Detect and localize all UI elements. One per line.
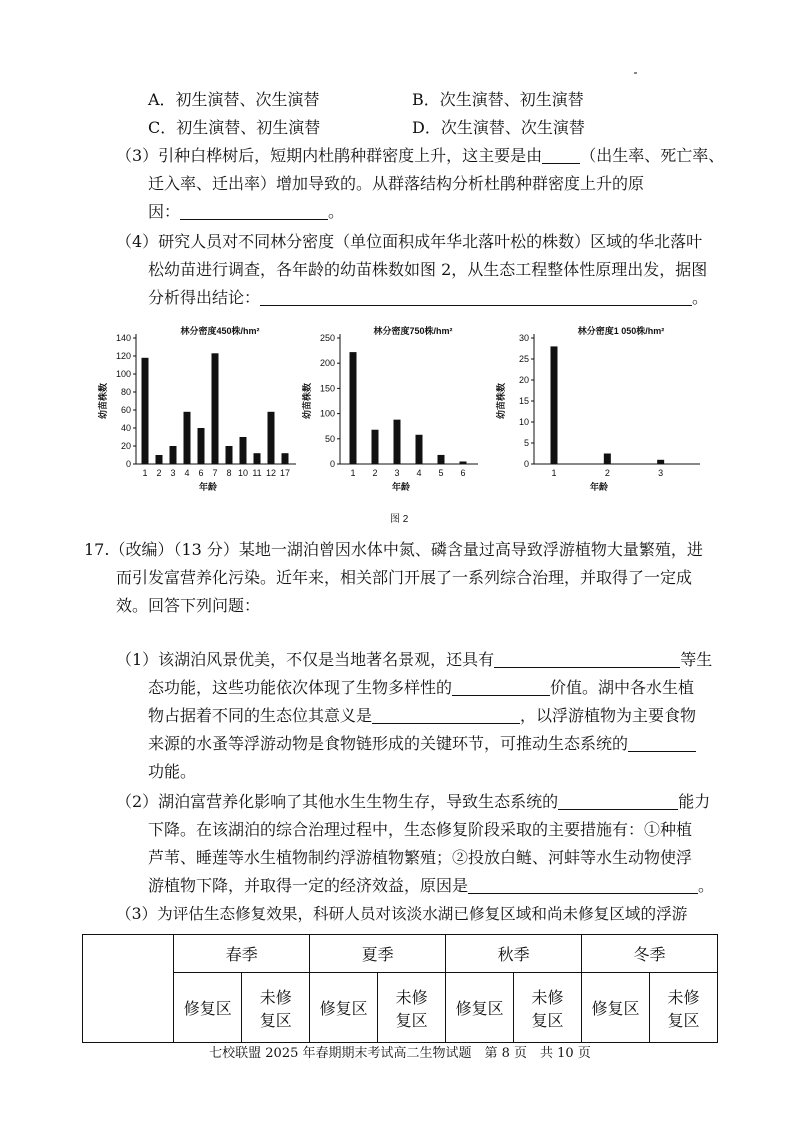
season-header: 秋季 [446,935,582,973]
bar [268,412,275,464]
bar [416,435,423,464]
y-tick-label: 30 [518,333,529,343]
q17-1-line2: 态功能，这些功能依次体现了生物多样性的 价值。湖中各水生植 [148,678,695,697]
y-tick-label: 0 [125,459,131,469]
x-tick-label: 1 [142,468,148,478]
q17-2-line4: 游植物下降，并取得一定的经济效益，原因是 。 [148,876,715,895]
y-tick-label: 10 [518,417,529,427]
bar-chart-density-750 [302,322,484,502]
bar [372,430,379,464]
repaired-zone-header: 修复区 [310,973,378,1043]
repaired-zone-header: 修复区 [582,973,650,1043]
x-tick-label: 11 [252,468,262,478]
option-a: A．初生演替、次生演替 [148,90,320,109]
x-tick-label: 1 [551,468,557,478]
q3-line2: 迁入率、迁出率）增加导致的。从群落结构分析杜鹃种群密度上升的原 [148,174,645,193]
x-tick-label: 2 [156,468,162,478]
answer-blank[interactable] [468,877,698,894]
y-tick-label: 20 [120,441,131,451]
q3-line3: 因： 。 [148,202,345,221]
figure-caption: 图 2 [390,514,409,525]
x-tick-label: 1 [350,468,356,478]
q17-1-line1: （1）该湖泊风景优美，不仅是当地著名景观，还具有 等生 [116,650,713,669]
answer-blank[interactable] [372,707,520,724]
x-axis-label: 年龄 [198,482,218,492]
bar [604,454,611,465]
y-tick-label: 140 [115,333,131,343]
answer-blank[interactable] [260,289,692,306]
x-tick-label: 2 [372,468,378,478]
bar [240,437,247,464]
x-tick-label: 7 [212,468,218,478]
season-header: 春季 [174,935,310,973]
y-tick-label: 40 [120,423,131,433]
y-tick-label: 20 [518,375,529,385]
table-corner-cell [83,935,174,1043]
scan-speck [634,72,637,74]
seasonal-table [82,934,718,1043]
q17-1-line4: 来源的水蚤等浮游动物是食物链形成的关键环节，可推动生态系统的 [148,734,696,754]
x-tick-label: 12 [265,468,277,478]
answer-blank[interactable] [628,735,696,752]
y-tick-label: 120 [115,351,131,361]
bar [184,412,191,464]
y-tick-label: 250 [319,333,335,343]
x-tick-label: 8 [226,468,232,478]
x-tick-label: 3 [394,468,400,478]
q17-1-line5: 功能。 [148,762,197,781]
answer-blank[interactable] [542,147,580,164]
option-c: C．初生演替、初生演替 [148,118,321,137]
y-tick-label: 100 [115,369,131,379]
bar [282,453,289,464]
q17-3-line1: （3）为评估生态修复效果，科研人员对该淡水湖已修复区域和尚未修复区域的浮游 [116,905,688,923]
bar [198,428,205,464]
y-axis-label: 幼苗株数 [302,382,312,420]
season-header: 冬季 [582,935,718,973]
x-tick-label: 10 [237,468,249,478]
y-tick-label: 100 [319,408,335,419]
season-header: 夏季 [310,935,446,973]
answer-blank[interactable] [494,651,680,668]
bar-chart-density-1050 [496,322,706,502]
chart-title: 林分密度750株/hm² [373,326,453,336]
y-tick-label: 60 [120,405,131,415]
unrepaired-zone-header: 未修 复区 [650,973,718,1043]
option-d: D．次生演替、次生演替 [412,118,585,137]
y-tick-label: 0 [523,459,529,469]
q17-2-line1: （2）湖泊富营养化影响了其他水生生物生存，导致生态系统的 能力 [116,792,711,811]
x-tick-label: 17 [279,468,291,478]
q17-line1: 17.（改编）（13 分）某地一湖泊曾因水体中氮、磷含量过高导致浮游植物大量繁殖，进 [84,540,703,559]
bar [254,453,261,464]
chart-title: 林分密度1 050株/hm² [577,326,665,336]
bar [460,461,467,464]
unrepaired-zone-header: 未修 复区 [514,973,582,1043]
q4-line2: 松幼苗进行调查，各年龄的幼苗株数如图 2，从生态工程整体性原理出发，据图 [148,260,708,279]
answer-blank[interactable] [558,793,678,810]
y-tick-label: 5 [523,438,529,448]
bar [226,446,233,464]
q17-line3: 效。回答下列问题： [116,596,261,615]
x-tick-label: 2 [604,468,610,478]
x-axis-label: 年龄 [391,482,411,492]
y-tick-label: 150 [319,383,335,394]
y-tick-label: 25 [518,354,529,364]
x-tick-label: 3 [658,468,664,478]
x-tick-label: 6 [198,468,204,478]
bar [212,353,219,464]
x-tick-label: 6 [460,468,466,478]
bar [551,346,558,464]
q17-line2: 而引发富营养化污染。近年来，相关部门开展了一系列综合治理，并取得了一定成 [116,568,693,587]
x-axis-label: 年龄 [589,482,609,492]
q17-1-line3: 物占据着不同的生态位其意义是 ，以浮游植物为主要食物 [148,706,697,725]
chart-title: 林分密度450株/hm² [180,326,260,336]
answer-blank[interactable] [180,203,328,220]
bar [156,455,163,464]
x-tick-label: 4 [184,468,190,478]
y-tick-label: 200 [319,358,335,369]
page-footer: 七校联盟 2025 年春期期末考试高二生物试题 第 8 页 共 10 页 [209,1046,591,1061]
y-tick-label: 0 [329,459,335,469]
q17-2-line3: 芦苇、睡莲等水生植物制约浮游植物繁殖；②投放白鲢、河蚌等水生动物使浮 [148,848,693,867]
q4-line3: 分析得出结论： 。 [148,288,709,307]
bar [350,352,357,464]
bar [657,460,664,464]
bar [170,446,177,464]
answer-blank[interactable] [452,679,550,696]
x-tick-label: 4 [416,468,422,478]
y-tick-label: 50 [324,433,335,444]
x-tick-label: 5 [438,468,444,478]
y-axis-label: 幼苗株数 [98,382,108,420]
x-tick-label: 3 [170,468,176,478]
bar [394,420,401,464]
q4-line1: （4）研究人员对不同林分密度（单位面积成年华北落叶松的株数）区域的华北落叶 [116,232,703,251]
bar [142,358,149,464]
unrepaired-zone-header: 未修 复区 [378,973,446,1043]
q17-2-line2: 下降。在该湖泊的综合治理过程中，生态修复阶段采取的主要措施有：①种植 [148,820,693,839]
y-axis-label: 幼苗株数 [496,382,506,420]
repaired-zone-header: 修复区 [174,973,242,1043]
y-tick-label: 80 [120,387,131,397]
bar [438,455,445,464]
bar-chart-density-450 [96,322,302,502]
option-b: B．次生演替、初生演替 [412,90,584,109]
unrepaired-zone-header: 未修 复区 [242,973,310,1043]
y-tick-label: 15 [518,396,529,406]
repaired-zone-header: 修复区 [446,973,514,1043]
q3-line1: （3）引种白桦树后，短期内杜鹃种群密度上升，这主要是由 （出生率、死亡率、 [116,146,725,165]
